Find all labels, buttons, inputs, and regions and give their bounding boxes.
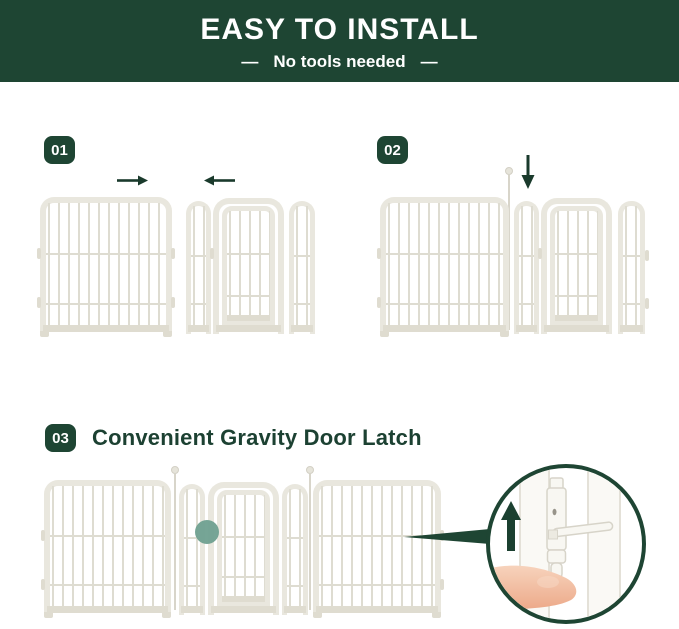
fingernail <box>537 576 559 588</box>
fence-bottom-rail <box>516 325 537 332</box>
fence-panel-narrow <box>282 484 308 615</box>
door-latch-tab <box>538 248 542 259</box>
fence-foot <box>313 612 322 618</box>
fence-rail <box>319 584 435 586</box>
fence-bottom-rail <box>216 325 281 332</box>
fence-rail <box>555 295 598 297</box>
door-bottom-rail <box>227 315 270 321</box>
fence-rail <box>519 303 534 305</box>
fence-bottom-rail <box>316 606 438 613</box>
connector-tab <box>377 297 381 308</box>
step-3-badge: 03 <box>45 424 76 452</box>
fence-rail <box>623 255 640 257</box>
fence-panel-large <box>380 197 509 334</box>
fence-bars <box>289 489 303 606</box>
fence-bars <box>321 486 435 606</box>
fence-rail <box>50 584 165 586</box>
fence-door-panel <box>541 198 612 334</box>
latch-body <box>547 488 566 550</box>
fence-bars <box>557 211 598 315</box>
fence-panel-narrow <box>618 201 645 334</box>
fence-rail <box>287 537 303 539</box>
fence-bottom-rail <box>383 325 506 332</box>
door-leaf <box>217 490 270 607</box>
door-bottom-rail <box>222 596 265 602</box>
fence-foot <box>500 331 509 337</box>
fence-rail <box>294 255 310 257</box>
fence-foot <box>380 331 389 337</box>
fence-bottom-rail <box>181 606 203 613</box>
fence-rail <box>50 535 165 537</box>
finger-image <box>490 566 576 611</box>
connector-pin-ball <box>505 167 513 175</box>
fence-post <box>588 468 620 620</box>
fence-bottom-rail <box>211 606 276 613</box>
fence-rail <box>46 303 166 305</box>
fence-bottom-rail <box>188 325 209 332</box>
fence-rail <box>227 295 270 297</box>
connector-tab <box>377 248 381 259</box>
fence-panel-large <box>40 197 172 334</box>
fence-rail <box>222 576 265 578</box>
connector-tab <box>645 298 649 309</box>
fence-bars <box>52 486 165 606</box>
fence-panel-narrow <box>179 484 205 615</box>
connector-tab <box>171 297 175 308</box>
fence-bottom-rail <box>284 606 306 613</box>
header-title: EASY TO INSTALL <box>200 12 479 46</box>
fence-bars <box>388 203 503 325</box>
fence-bars <box>186 489 200 606</box>
connector-tab <box>645 250 649 261</box>
fence-rail <box>294 303 310 305</box>
arrow-right-icon <box>117 174 149 187</box>
fence-rail <box>191 255 206 257</box>
latch-collar <box>548 550 566 563</box>
fence-rail <box>386 303 503 305</box>
fence-panel-narrow <box>514 201 539 334</box>
header-banner <box>0 0 679 82</box>
subtitle-text: No tools needed <box>273 51 406 71</box>
connector-tab <box>37 248 41 259</box>
connector-pin-rod <box>309 474 311 610</box>
connector-tab <box>41 579 45 590</box>
fence-foot <box>432 612 441 618</box>
fence-bars <box>229 211 270 315</box>
connector-pin-ball <box>171 466 179 474</box>
step-1-badge: 01 <box>44 136 75 164</box>
fence-rail <box>623 303 640 305</box>
fence-panel-large <box>313 480 441 615</box>
connector-tab <box>37 297 41 308</box>
fence-bottom-rail <box>620 325 643 332</box>
fence-bars <box>296 206 310 325</box>
pointer-wedge <box>404 526 490 546</box>
arrow-left-icon <box>203 174 235 187</box>
fence-bars <box>625 206 640 325</box>
latch-hole <box>553 509 557 515</box>
fence-foot <box>163 331 172 337</box>
door-bottom-rail <box>555 315 598 321</box>
step-2-badge: 02 <box>377 136 408 164</box>
latch-slot <box>549 530 558 539</box>
header-subtitle <box>241 52 437 72</box>
fence-rail <box>227 253 270 255</box>
latch-highlight-dot <box>195 520 219 544</box>
connector-pin-rod <box>174 474 176 610</box>
subtitle-dash-left: — <box>241 51 259 71</box>
door-leaf <box>550 206 603 326</box>
connector-pin-ball <box>306 466 314 474</box>
fence-bottom-rail <box>291 325 313 332</box>
arrow-down-icon <box>520 155 536 191</box>
fence-foot <box>162 612 171 618</box>
fence-rail <box>386 253 503 255</box>
fence-rail <box>191 303 206 305</box>
fence-bars <box>193 206 206 325</box>
step-3-title: Convenient Gravity Door Latch <box>92 425 422 450</box>
arrow-up-icon <box>501 501 521 551</box>
fence-rail <box>555 253 598 255</box>
fence-door-panel <box>208 482 279 615</box>
fence-panel-narrow <box>289 201 315 334</box>
fence-bars <box>224 495 265 596</box>
fence-rail <box>287 585 303 587</box>
fence-bottom-rail <box>544 325 609 332</box>
magnifier-circle <box>486 464 646 624</box>
fence-rail <box>184 585 200 587</box>
fence-panel-narrow <box>186 201 211 334</box>
subtitle-dash-right: — <box>420 51 438 71</box>
fence-bars <box>48 203 166 325</box>
door-latch-tab <box>210 248 214 259</box>
fence-bottom-rail <box>47 606 168 613</box>
door-leaf <box>222 206 275 326</box>
fence-rail <box>519 255 534 257</box>
latch-detail-illustration <box>490 468 642 620</box>
fence-panel-large <box>44 480 171 615</box>
fence-rail <box>222 536 265 538</box>
connector-tab <box>171 248 175 259</box>
connector-tab <box>440 579 444 590</box>
fence-bottom-rail <box>43 325 169 332</box>
fence-foot <box>44 612 53 618</box>
fence-bars <box>521 206 534 325</box>
fence-foot <box>40 331 49 337</box>
connector-tab <box>41 530 45 541</box>
fence-rail <box>46 253 166 255</box>
fence-door-panel <box>213 198 284 334</box>
